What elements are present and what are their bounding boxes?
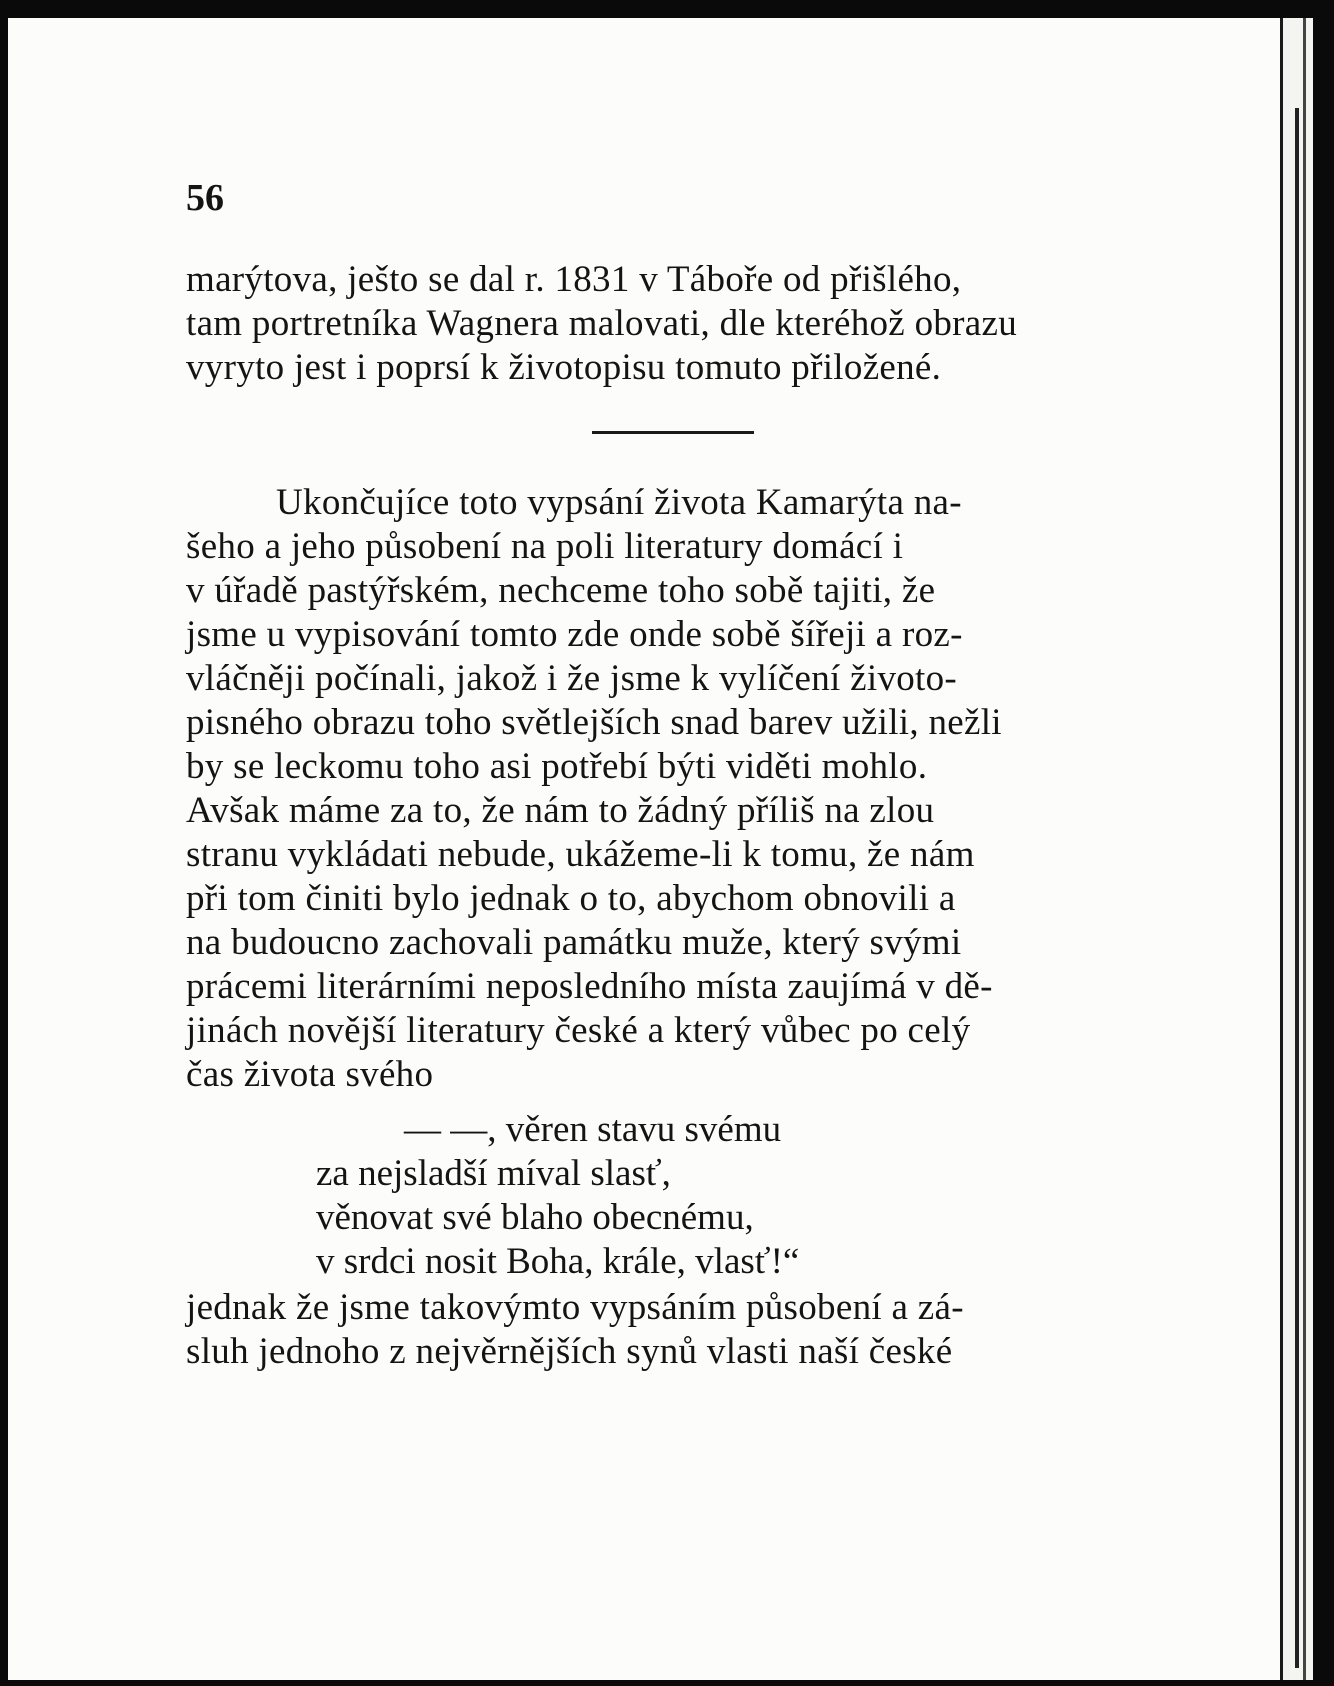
paragraph-line-8: Avšak máme za to, že nám to žádný příliš na zlou bbox=[186, 790, 935, 831]
section-divider bbox=[592, 431, 754, 434]
closing-line-1: jednak že jsme takovýmto vypsáním působení a zá- bbox=[186, 1287, 964, 1328]
paragraph-line-4: jsme u vypisování tomto zde onde sobě šířeji a roz- bbox=[186, 614, 963, 655]
intro-line-1: marýtova, ješto se dal r. 1831 v Táboře od přišlého, bbox=[186, 259, 962, 300]
intro-line-2: tam portretníka Wagnera malovati, dle kteréhož obrazu bbox=[186, 303, 1018, 344]
paragraph-line-1: Ukončujíce toto vypsání života Kamarýta na- bbox=[276, 482, 962, 523]
paragraph-line-7: by se leckomu toho asi potřebí býti viděti mohlo. bbox=[186, 746, 928, 787]
edge-shadow bbox=[1295, 108, 1299, 1668]
paragraph-line-12: prácemi literárními neposledního místa zaujímá v dě- bbox=[186, 966, 993, 1007]
verse-line-3: věnovat své blaho obecnému, bbox=[316, 1197, 754, 1238]
paragraph-line-11: na budoucno zachovali památku muže, který svými bbox=[186, 922, 962, 963]
page-number: 56 bbox=[186, 177, 224, 219]
paragraph-line-2: šeho a jeho působení na poli literatury domácí i bbox=[186, 526, 904, 567]
paragraph-line-14: čas života svého bbox=[186, 1054, 434, 1095]
paragraph-line-5: vláčněji počínali, jakož i že jsme k vylíčení životo- bbox=[186, 658, 958, 699]
paragraph-line-10: při tom činiti bylo jednak o to, abychom obnovili a bbox=[186, 878, 956, 919]
page-edge bbox=[1280, 18, 1313, 1680]
paragraph-line-6: pisného obrazu toho světlejších snad barev užili, nežli bbox=[186, 702, 1002, 743]
edge-line bbox=[1303, 18, 1306, 1680]
verse-line-4: v srdci nosit Boha, krále, vlasť!“ bbox=[316, 1241, 800, 1282]
intro-line-3: vyryto jest i poprsí k životopisu tomuto přiložené. bbox=[186, 347, 942, 388]
paragraph-line-13: jinách novější literatury české a který vůbec po celý bbox=[186, 1010, 971, 1051]
verse-line-1: — —, věren stavu svému bbox=[404, 1109, 782, 1150]
closing-line-2: sluh jednoho z nejvěrnějších synů vlasti naší české bbox=[186, 1331, 953, 1372]
paragraph-line-3: v úřadě pastýřském, nechceme toho sobě tajiti, že bbox=[186, 570, 936, 611]
verse-line-2: za nejsladší míval slasť, bbox=[316, 1153, 671, 1194]
paragraph-line-9: stranu vykládati nebude, ukážeme-li k tomu, že nám bbox=[186, 834, 975, 875]
